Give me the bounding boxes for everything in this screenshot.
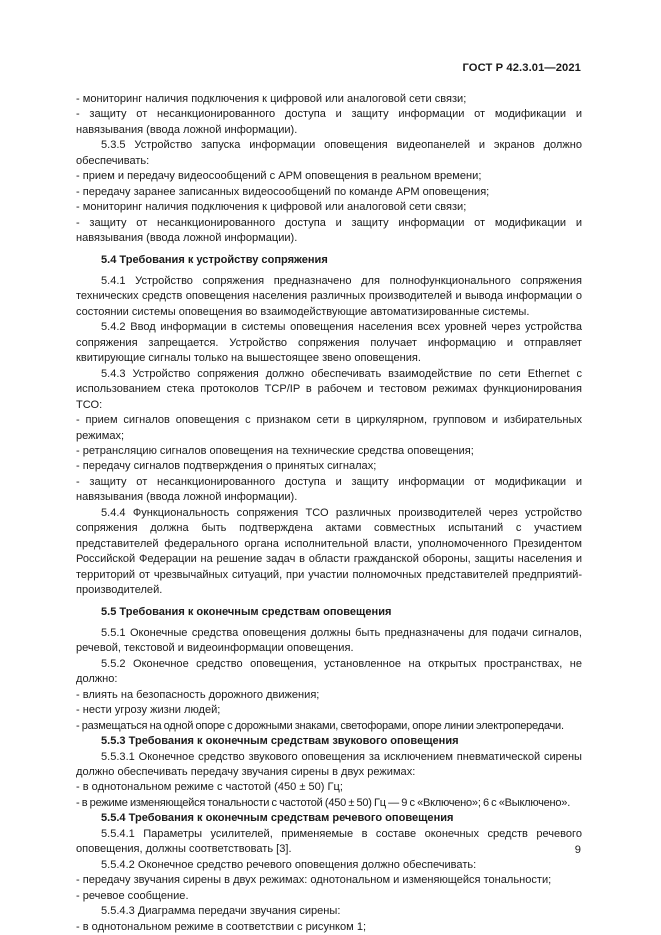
- list-item: - защиту от несанкционированного доступа и защиту информации от модификации и навязывания (ввода ложной информации).: [76, 216, 582, 245]
- list-item: - прием и передачу видеосообщений с АРМ оповещения в реальном времени;: [76, 170, 482, 183]
- subsection-heading: 5.5.3 Требования к оконечным средствам звукового оповещения: [101, 735, 459, 748]
- list-item: - в однотональном режиме с частотой (450 ± 50) Гц;: [76, 781, 343, 794]
- list-item: - мониторинг наличия подключения к цифровой или аналоговой сети связи;: [76, 93, 467, 105]
- list-item: - защиту от несанкционированного доступа и защиту информации от модификации и навязывания (ввода ложной информации).: [76, 108, 582, 136]
- list-item: - ретрансляцию сигналов оповещения на технические средства оповещения;: [76, 444, 474, 457]
- document-code-header: ГОСТ Р 42.3.01—2021: [462, 62, 581, 74]
- subsection-heading: 5.5.4 Требования к оконечным средствам речевого оповещения: [101, 812, 454, 825]
- paragraph: 5.4.3 Устройство сопряжения должно обеспечивать взаимодействие по сети Ethernet с использованием стека протоколов TCP/IP в рабочем и тестовом режимах функционирования ТСО:: [76, 367, 582, 411]
- list-item: - защиту от несанкционированного доступа и защиту информации от модификации и навязывания (ввода ложной информации).: [76, 475, 582, 504]
- paragraph: 5.5.4.1 Параметры усилителей, применяемые в составе оконечных средств речевого оповещения, должны соответствовать [3].: [76, 827, 582, 856]
- list-item: - влиять на безопасность дорожного движения;: [76, 688, 320, 701]
- list-item: - передачу звучания сирены в двух режимах: однотональном и изменяющейся тональности;: [76, 874, 552, 887]
- paragraph: 5.5.1 Оконечные средства оповещения должны быть предназначены для подачи сигналов, речевой, текстовой и видеоинформации оповещения.: [76, 626, 582, 655]
- list-item: - размещаться на одной опоре с дорожными знаками, светофорами, опоре линии электропередачи.: [76, 719, 564, 732]
- paragraph: 5.4.2 Ввод информации в системы оповещения населения всех уровней через устройства сопряжения запрещается. Устройство сопряжения получает информацию и отправляет квитирующие сигналы только на вышестоящее звено оповещения.: [76, 321, 582, 365]
- list-item: - в однотональном режиме в соответствии с рисунком 1;: [76, 920, 367, 933]
- list-item: - в режиме изменяющейся тональности с частотой (450 ± 50) Гц — 9 с «Включено»; 6 с «Выключено».: [76, 796, 571, 809]
- section-heading: 5.4 Требования к устройству сопряжения: [101, 253, 328, 266]
- list-item: - нести угрозу жизни людей;: [76, 704, 221, 717]
- paragraph: 5.3.5 Устройство запуска информации оповещения видеопанелей и экранов должно обеспечивать:: [76, 139, 582, 167]
- paragraph: 5.5.3.1 Оконечное средство звукового оповещения за исключением пневматической сирены должно обеспечивать передачу звучания сирены в двух режимах:: [76, 750, 582, 779]
- list-item: - мониторинг наличия подключения к цифровой или аналоговой сети связи;: [76, 201, 467, 214]
- paragraph: 5.4.4 Функциональность сопряжения ТСО различных производителей через устройство сопряжения должна быть подтверждена актами совместных испытаний с участием представителей федерального органа исполнительной власти, уполномоченного Президентом Российской Федерации на решение задач в области гражданской обороны, защиты населения и территорий от чрезвычайных ситуаций, при участии полномочных представителей предприятий-производителей.: [76, 506, 582, 597]
- paragraph: 5.5.4.3 Диаграмма передачи звучания сирены:: [101, 905, 341, 918]
- list-item: - речевое сообщение.: [76, 889, 189, 902]
- paragraph: 5.4.1 Устройство сопряжения предназначено для полнофункционального сопряжения технических средств оповещения населения различных производителей и вывода информации о состоянии системы оповещения во взаимодействующие автоматизированные системы.: [76, 274, 582, 318]
- section-heading: 5.5 Требования к оконечным средствам оповещения: [101, 605, 392, 618]
- list-item: - передачу заранее записанных видеосообщений по команде АРМ оповещения;: [76, 185, 490, 198]
- paragraph: 5.5.4.2 Оконечное средство речевого оповещения должно обеспечивать:: [101, 858, 477, 871]
- page-number: 9: [574, 844, 581, 856]
- paragraph: 5.5.2 Оконечное средство оповещения, установленное на открытых пространствах, не должно:: [76, 657, 582, 686]
- list-item: - прием сигналов оповещения с признаком сети в циркулярном, групповом и избирательных режимах;: [76, 414, 582, 442]
- document-body: [76, 92, 582, 935]
- list-item: - передачу сигналов подтверждения о принятых сигналах;: [76, 460, 377, 473]
